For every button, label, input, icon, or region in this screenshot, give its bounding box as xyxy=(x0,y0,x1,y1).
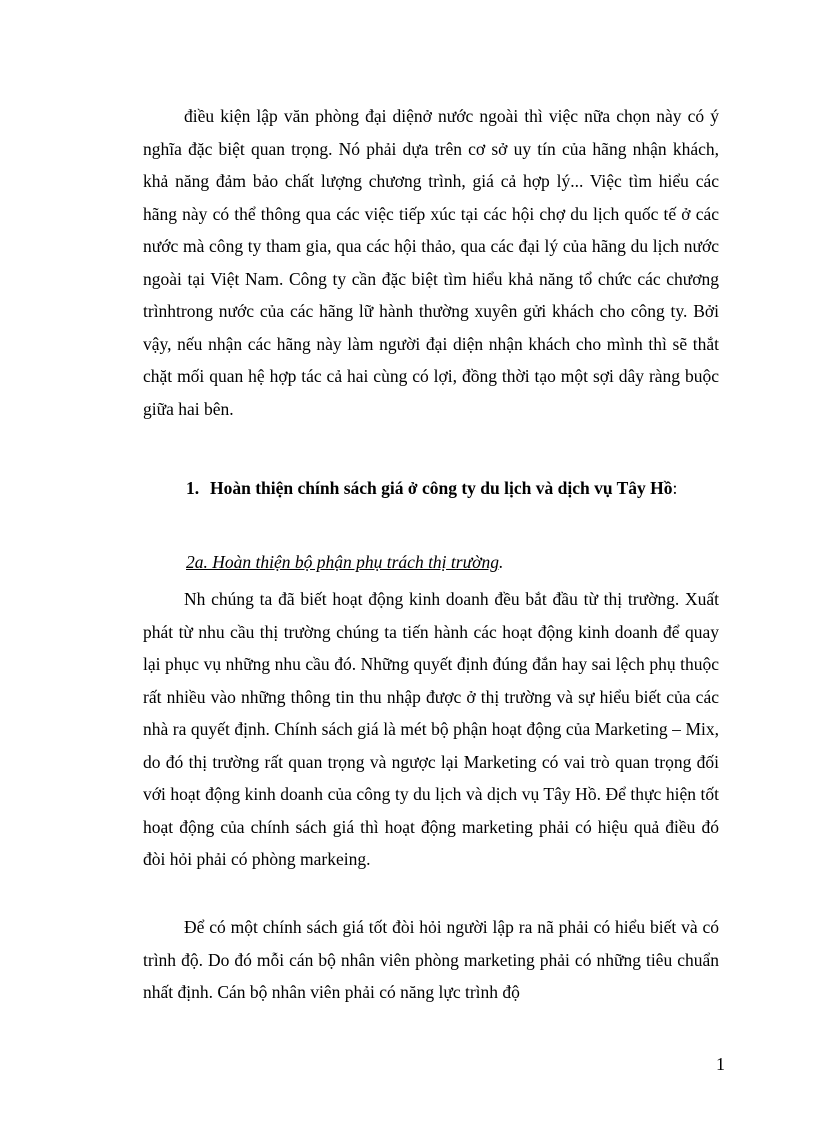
heading-suffix: : xyxy=(672,478,678,498)
heading-text-wrap xyxy=(186,472,726,504)
subsection-heading xyxy=(186,548,503,576)
subheading-text: 2a. Hoàn thiện bộ phận phụ trách thị trường xyxy=(186,552,499,572)
heading-number: 1. xyxy=(186,478,200,498)
page-number: 1 xyxy=(716,1054,725,1074)
subheading-suffix: . xyxy=(498,552,504,572)
section-heading xyxy=(186,472,726,504)
paragraph-1: điều kiện lập văn phòng đại diệnở nước ngoài thì việc nữa chọn này có ý nghĩa đặc biệt quan trọng. Nó phải dựa trên cơ sở uy tín của hãng nhận khách, khả năng đảm bảo chất lượng chương trình, giá cả hợp lý... Việc tìm hiểu các hãng này có thể thông qua các việc tiếp xúc tại các hội chợ du lịch quốc tế ở các nước mà công ty tham gia, qua các hội thảo, qua các đại lý của hãng du lịch nước ngoài tại Việt Nam. Công ty cần đặc biệt tìm hiểu khả năng tổ chức các chương trìnhtrong nước của các hãng lữ hành thường xuyên gửi khách cho công ty. Bởi vậy, nếu nhận các hãng này làm người đại diện nhận khách cho mình thì sẽ thắt chặt mối quan hệ hợp tác cả hai cùng có lợi, đồng thời tạo một sợi dây ràng buộc giữa hai bên. xyxy=(143,106,719,419)
heading-text: Hoàn thiện chính sách giá ở công ty du lịch và dịch vụ Tây Hồ xyxy=(210,478,673,498)
paragraph-3: Để có một chính sách giá tốt đòi hỏi người lập ra nã phải có hiểu biết và có trình độ. Do đó mỗi cán bộ nhân viên phòng marketing phải có những tiêu chuẩn nhất định. Cán bộ nhân viên phải có năng lực trình độ xyxy=(143,917,719,1002)
paragraph-2: Nh chúng ta đã biết hoạt động kinh doanh đều bắt đầu từ thị trường. Xuất phát từ nhu cầu thị trường chúng ta tiến hành các hoạt động kinh doanh để quay lại phục vụ những nhu cầu đó. Những quyết định đúng đắn hay sai lệch phụ thuộc rất nhiều vào những thông tin thu nhập được ở thị trường và sự hiểu biết của các nhà ra quyết định. Chính sách giá là mét bộ phận hoạt động của Marketing – Mix, do đó thị trường rất quan trọng và ngược lại Marketing có vai trò quan trọng đối với hoạt động kinh doanh của công ty du lịch và dịch vụ Tây Hồ. Để thực hiện tốt hoạt động của chính sách giá thì hoạt động marketing phải có hiệu quả điều đó đòi hỏi phải có phòng markeing. xyxy=(143,589,719,869)
